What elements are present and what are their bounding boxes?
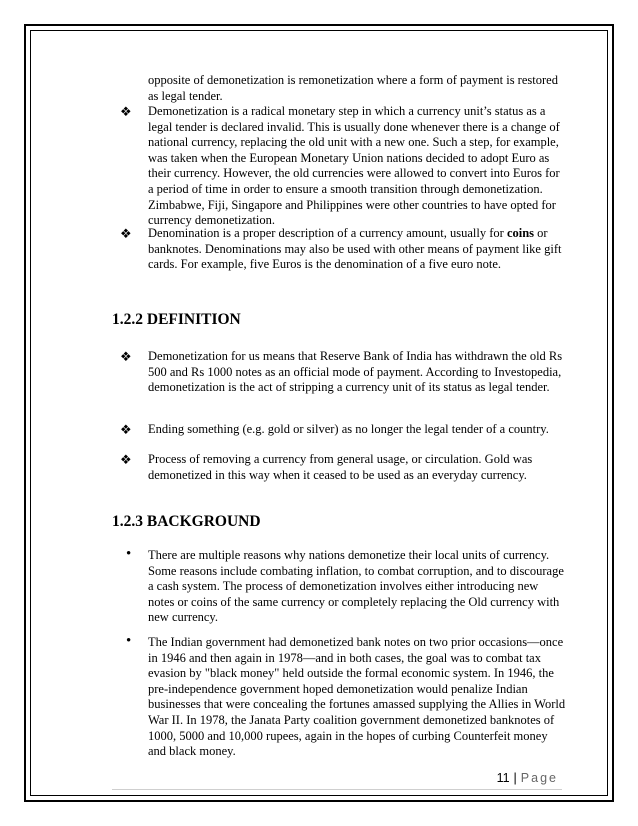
intro-bullet-1: Demonetization is a radical monetary step in which a currency unit’s status as a legal tender is declared invalid. This is usually done whenever there is a change of national currency, replacing the old unit with a new one. Such a step, for example, was taken when the European Monetary Union nations decided to adopt Euro as their currency. However, the old currencies were allowed to convert into Euros for a period of time in order to ensure a smooth transition through demonetization. Zimbabwe, Fiji, Singapore and Philippines were other countries to have opted for currency demonetization. — [148, 104, 560, 228]
round-bullet-icon: • — [126, 633, 132, 649]
diamond-bullet-icon: ❖ — [120, 452, 132, 467]
diamond-bullet-icon: ❖ — [120, 349, 132, 364]
page-separator: | — [513, 771, 517, 785]
section-heading-background: 1.2.3 BACKGROUND — [112, 513, 261, 530]
definition-bullet-1: Demonetization for us means that Reserve Bank of India has withdrawn the old Rs 500 and Rs 1000 notes as an official mode of payment. According to Investopedia, demonetization is the act of stripping a currency unit of its status as legal tender. — [148, 349, 563, 395]
page-number: 11 — [496, 771, 510, 785]
background-bullet-2: The Indian government had demonetized bank notes on two prior occasions—once in 1946 and then again in 1978—and in both cases, the goal was to combat tax evasion by "black money" held outside the formal economic system. In 1946, the pre-independence government hoped demonetization would penalize Indian businesses that were concealing the fortunes amassed supplying the Allies in World War II. In 1978, the Janata Party coalition government demonetized banknotes of 1000, 5000 and 10,000 rupees, again in the hopes of curbing Counterfeit money and black money. — [148, 635, 566, 759]
diamond-bullet-icon: ❖ — [120, 422, 132, 437]
footer-divider — [112, 789, 562, 790]
diamond-bullet-icon: ❖ — [120, 104, 132, 119]
section-heading-definition: 1.2.2 DEFINITION — [112, 311, 241, 328]
page-footer — [497, 771, 558, 785]
page-label: Page — [520, 771, 558, 785]
intro-bullet-2-text-a: Denomination is a proper description of a currency amount, usually for — [148, 226, 507, 240]
intro-bullet-2 — [148, 226, 568, 273]
intro-bullet-2-text-b: or banknotes. Denominations may also be used with other means of payment like gift cards. For example, five Euros is the denomination of a five euro note. — [148, 226, 562, 272]
round-bullet-icon: • — [126, 546, 132, 562]
definition-bullet-2: Ending something (e.g. gold or silver) as no longer the legal tender of a country. — [148, 422, 549, 436]
intro-continuation: opposite of demonetization is remonetization where a form of payment is restored as legal tender. — [148, 73, 558, 103]
intro-bullet-2-bold: coins — [506, 226, 535, 240]
diamond-bullet-icon: ❖ — [120, 226, 132, 241]
background-bullet-1: There are multiple reasons why nations demonetize their local units of currency. Some reasons include combating inflation, to combat corruption, and to discourage a cash system. The process of demonetization involves either introducing new notes or coins of the same currency or completely replacing the Old currency with new currency. — [148, 548, 564, 625]
definition-bullet-3: Process of removing a currency from general usage, or circulation. Gold was demonetized in this way when it ceased to be used as an everyday currency. — [148, 452, 533, 482]
